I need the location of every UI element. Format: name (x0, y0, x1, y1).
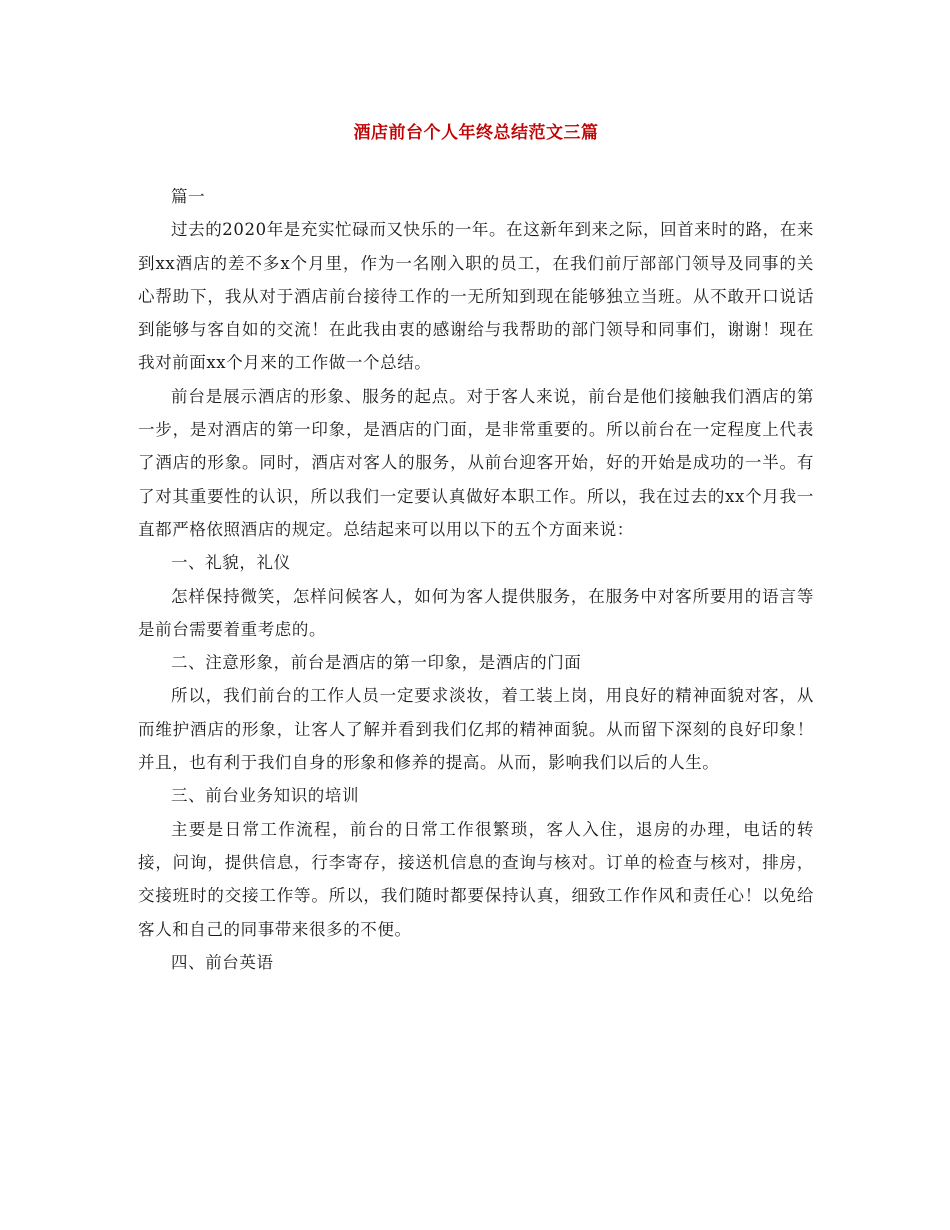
section-heading: 三、前台业务知识的培训 (171, 786, 360, 806)
document-page (138, 118, 814, 979)
document-title: 酒店前台个人年终总结范文三篇 (353, 123, 599, 143)
section-heading: 一、礼貌，礼仪 (171, 553, 291, 573)
section-heading: 四、前台英语 (171, 952, 274, 972)
section-heading: 篇一 (171, 187, 206, 206)
body-paragraph: 所以，我们前台的工作人员一定要求淡妆，着工装上岗，用良好的精神面貌对客，从而维护酒店的形象，让客人了解并看到我们亿邦的精神面貌。从而留下深刻的良好印象！并且，也有利于我们自身的形象和修养的提高。从而，影响我们以后的人生。 (138, 686, 814, 773)
body-paragraph: 主要是日常工作流程，前台的日常工作很繁琐，客人入住，退房的办理，电话的转接，问询，提供信息，行李寄存，接送机信息的查询与核对。订单的检查与核对，排房，交接班时的交接工作等。所以，我们随时都要保持认真，细致工作作风和责任心！以免给客人和自己的同事带来很多的不便。 (138, 819, 814, 939)
body-paragraph: 过去的2020年是充实忙碌而又快乐的一年。在这新年到来之际，回首来时的路，在来到xx酒店的差不多x个月里，作为一名刚入职的员工，在我们前厅部部门领导及同事的关心帮助下，我从对于酒店前台接待工作的一无所知到现在能够独立当班。从不敢开口说话到能够与客自如的交流！在此我由衷的感谢给与我帮助的部门领导和同事们，谢谢！现在我对前面xx个月来的工作做一个总结。 (138, 220, 814, 373)
body-paragraph: 前台是展示酒店的形象、服务的起点。对于客人来说，前台是他们接触我们酒店的第一步，是对酒店的第一印象，是酒店的门面，是非常重要的。所以前台在一定程度上代表了酒店的形象。同时，酒店对客人的服务，从前台迎客开始，好的开始是成功的一半。有了对其重要性的认识，所以我们一定要认真做好本职工作。所以，我在过去的xx个月我一直都严格依照酒店的规定。总结起来可以用以下的五个方面来说： (138, 386, 814, 539)
section-heading: 二、注意形象，前台是酒店的第一印象，是酒店的门面 (171, 653, 582, 673)
body-paragraph: 怎样保持微笑，怎样问候客人，如何为客人提供服务，在服务中对客所要用的语言等是前台需要着重考虑的。 (138, 586, 814, 639)
